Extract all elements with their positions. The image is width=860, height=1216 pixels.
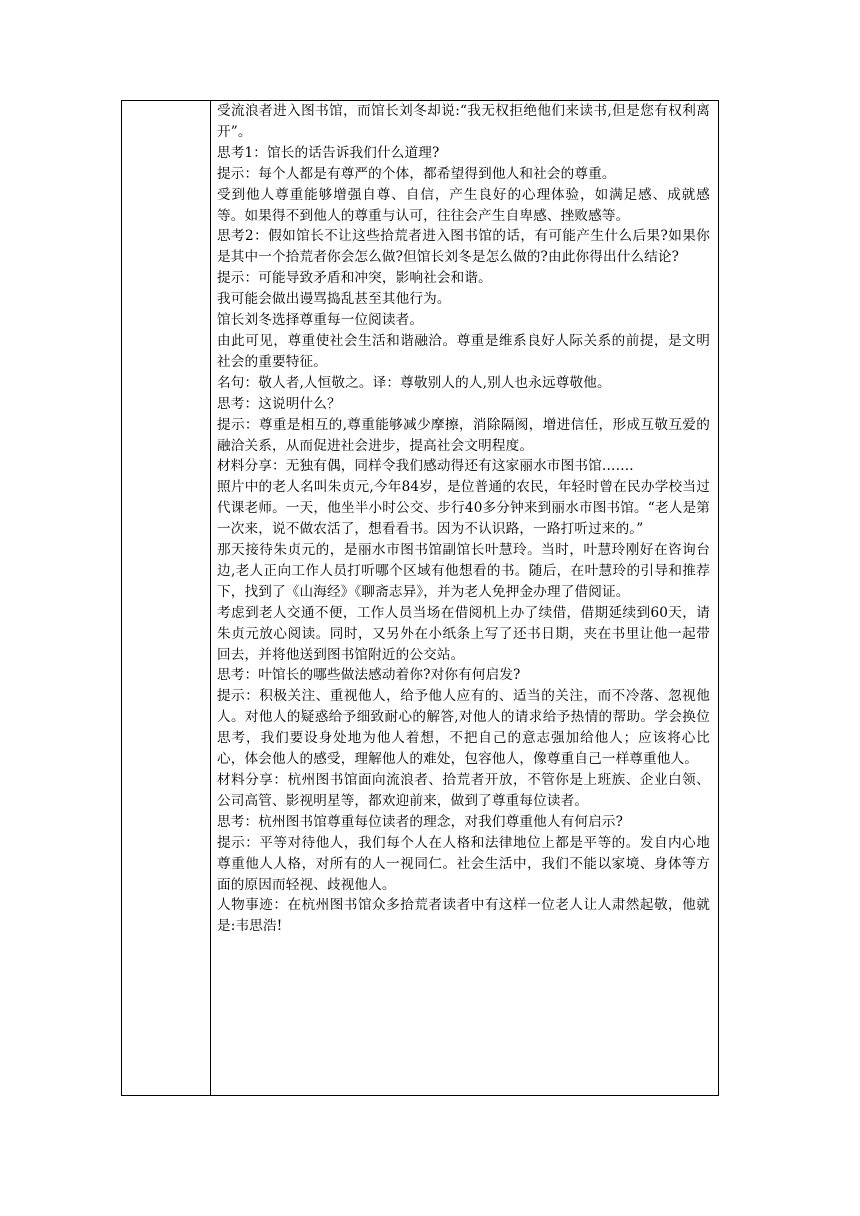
paragraph: 思考1：馆长的话告诉我们什么道理? bbox=[217, 144, 440, 161]
paragraph: 思考2：假如馆长不让这些拾荒者进入图书馆的话，有可能产生什么后果?如果你是其中一个拾荒者你会怎么做?但馆长刘冬是怎么做的?由此你得出什么结论? bbox=[217, 228, 710, 266]
table-content-column bbox=[211, 101, 718, 1095]
paragraph: 提示：每个人都是有尊严的个体，都希望得到他人和社会的尊重。 bbox=[217, 165, 616, 182]
paragraph: 名句：敬人者,人恒敬之。译：尊敬别人的人,别人也永远尊敬他。 bbox=[217, 374, 611, 391]
paragraph: 思考：叶馆长的哪些做法感动着你?对你有何启发? bbox=[217, 667, 521, 684]
paragraph: 提示：尊重是相互的,尊重能够减少摩擦，消除隔阂，增进信任，形成互敬互爱的融洽关系，从而促进社会进步，提高社会文明程度。 bbox=[217, 416, 710, 454]
paragraph: 由此可见，尊重使社会生活和谐融洽。尊重是维系良好人际关系的前提，是文明社会的重要特征。 bbox=[217, 332, 710, 370]
paragraph: 人物事迹：在杭州图书馆众多拾荒者读者中有这样一位老人让人肃然起敬，他就是:韦思浩! bbox=[217, 897, 710, 935]
paragraph: 受流浪者进入图书馆，而馆长刘冬却说:“我无权拒绝他们来读书,但是您有权利离开”。 bbox=[217, 103, 710, 140]
table-left-column bbox=[122, 101, 211, 1095]
paragraph: 那天接待朱贞元的，是丽水市图书馆副馆长叶慧玲。当时，叶慧玲刚好在咨询台边,老人正向工作人员打听哪个区域有他想看的书。随后，在叶慧玲的引导和推荐下，找到了《山海经》《聊斋志异》，并为老人免押金办理了借阅证。 bbox=[217, 542, 710, 600]
paragraph: 提示：可能导致矛盾和冲突，影响社会和谐。 bbox=[217, 270, 492, 287]
paragraph: 照片中的老人名叫朱贞元,今年84岁，是位普通的农民，年轻时曾在民办学校当过代课老师。一天，他坐半小时公交、步行40多分钟来到丽水市图书馆。“老人是第一次来，说不做农活了，想看看书。因为不认识路，一路打听过来的。” bbox=[217, 479, 710, 538]
paragraph: 思考：杭州图书馆尊重每位读者的理念，对我们尊重他人有何启示? bbox=[217, 813, 624, 830]
paragraph: 我可能会做出谩骂捣乱甚至其他行为。 bbox=[217, 291, 451, 308]
paragraph: 馆长刘冬选择尊重每一位阅读者。 bbox=[217, 312, 424, 329]
paragraph: 思考：这说明什么？ bbox=[217, 395, 341, 412]
paragraph: 受到他人尊重能够增强自尊、自信，产生良好的心理体验，如满足感、成就感等。如果得不到他人的尊重与认可，往往会产生自卑感、挫败感等。 bbox=[217, 186, 710, 224]
paragraph: 提示：积极关注、重视他人，给予他人应有的、适当的关注，而不冷落、忽视他人。对他人的疑惑给予细致耐心的解答,对他人的请求给予热情的帮助。学会换位思考，我们要设身处地为他人着想，不把自己的意志强加给他人；应该将心比心，体会他人的感受，理解他人的难处，包容他人，像尊重自己一样尊重他人。 bbox=[217, 688, 710, 768]
lesson-table bbox=[121, 100, 719, 1096]
paragraph: 考虑到老人交通不便，工作人员当场在借阅机上办了续借，借期延续到60天，请朱贞元放心阅读。同时，又另外在小纸条上写了还书日期，夹在书里让他一起带回去，并将他送到图书馆附近的公交站。 bbox=[217, 604, 710, 663]
paragraph: 材料分享：杭州图书馆面向流浪者、拾荒者开放，不管你是上班族、企业白领、公司高管、影视明星等，都欢迎前来，做到了尊重每位读者。 bbox=[217, 772, 710, 809]
paragraph: 提示：平等对待他人，我们每个人在人格和法律地位上都是平等的。发自内心地尊重他人人格，对所有的人一视同仁。社会生活中，我们不能以家境、身体等方面的原因而轻视、歧视他人。 bbox=[217, 834, 710, 893]
paragraph: 材料分享：无独有偶，同样令我们感动得还有这家丽水市图书馆……. bbox=[217, 458, 634, 475]
